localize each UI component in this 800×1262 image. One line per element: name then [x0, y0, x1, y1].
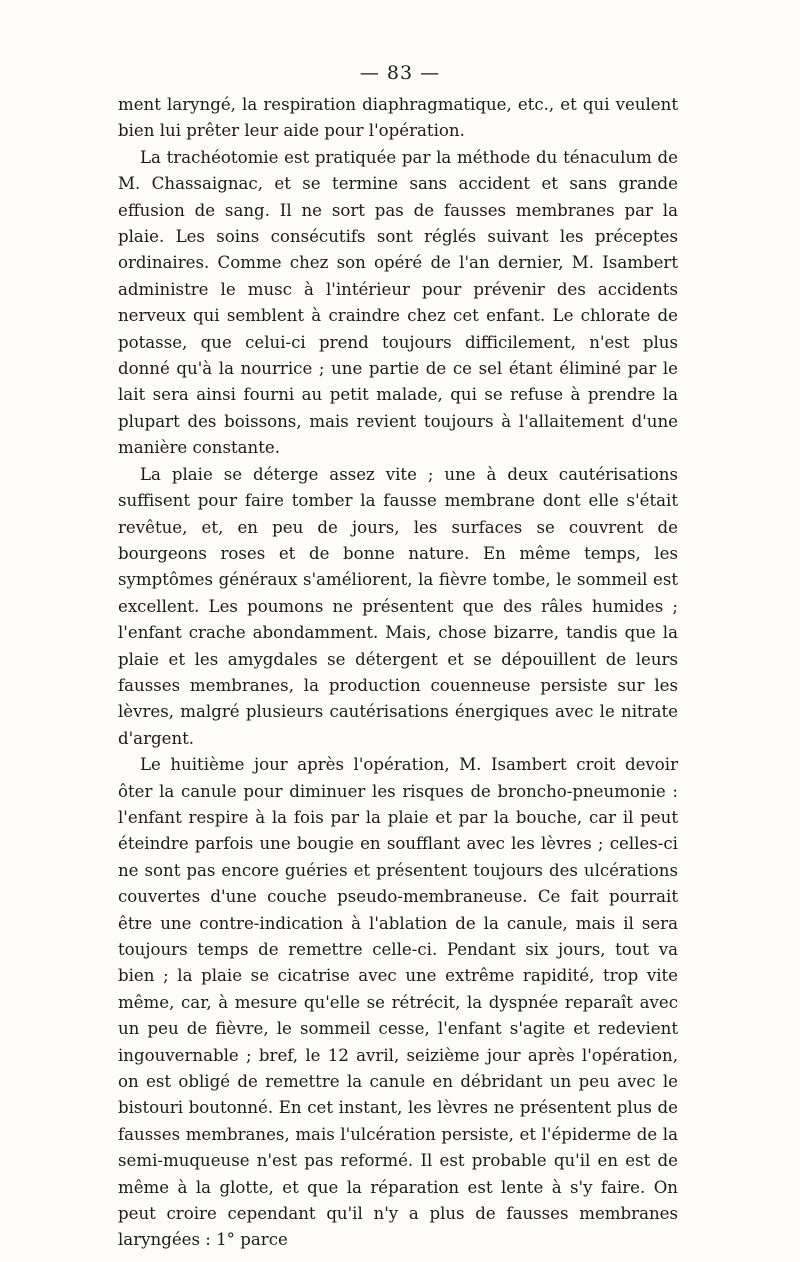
body-text — [118, 92, 678, 1254]
paragraph-1: ment laryngé, la respiration diaphragmatique, etc., et qui veulent bien lui prêter leur aide pour l'opération. — [118, 95, 678, 141]
paragraph-3: La plaie se déterge assez vite ; une à deux cautérisations suffisent pour faire tomber la fausse membrane dont elle s'était revêtue, et, en peu de jours, les surfaces se couvrent de bourgeons roses et de bonne nature. En même temps, les symptômes généraux s'améliorent, la fièvre tombe, le sommeil est excellent. Les poumons ne présentent que des râles humides ; l'enfant crache abondamment. Mais, chose bizarre, tandis que la plaie et les amygdales se détergent et se dépouillent de leurs fausses membranes, la production couenneuse persiste sur les lèvres, malgré plusieurs cautérisations énergiques avec le nitrate d'argent. — [118, 464, 678, 748]
paragraph-2: La trachéotomie est pratiquée par la méthode du ténaculum de M. Chassaignac, et se termine sans accident et sans grande effusion de sang. Il ne sort pas de fausses membranes par la plaie. Les soins consécutifs sont réglés suivant les préceptes ordinaires. Comme chez son opéré de l'an dernier, M. Isambert administre le musc à l'intérieur pour prévenir des accidents nerveux qui semblent à craindre chez cet enfant. Le chlorate de potasse, que celui-ci prend toujours difficilement, n'est plus donné qu'à la nourrice ; une partie de ce sel étant éliminé par le lait sera ainsi fourni au petit malade, qui se refuse à prendre la plupart des boissons, mais revient toujours à l'allaitement d'une manière constante. — [118, 147, 678, 458]
page-number: — 83 — — [359, 62, 441, 84]
paragraph-4: Le huitième jour après l'opération, M. Isambert croit devoir ôter la canule pour diminuer les risques de broncho-pneumonie : l'enfant respire à la fois par la plaie et par la bouche, car il peut éteindre parfois une bougie en soufflant avec les lèvres ; celles-ci ne sont pas encore guéries et présentent toujours des ulcérations couvertes d'une couche pseudo-membraneuse. Ce fait pourrait être une contre-indication à l'ablation de la canule, mais il sera toujours temps de remettre celle-ci. Pendant six jours, tout va bien ; la plaie se cicatrise avec une extrême rapidité, trop vite même, car, à mesure qu'elle se rétrécit, la dyspnée reparaît avec un peu de fièvre, le sommeil cesse, l'enfant s'agite et redevient ingouvernable ; bref, le 12 avril, seizième jour après l'opération, on est obligé de remettre la canule en débridant un peu avec le bistouri boutonné. En cet instant, les lèvres ne présentent plus de fausses membranes, mais l'ulcération persiste, et l'épiderme de la semi-muqueuse n'est pas reformé. Il est probable qu'il en est de même à la glotte, et que la réparation est lente à s'y faire. On peut croire cependant qu'il n'y a plus de fausses membranes laryngées : 1° parce — [118, 755, 678, 1250]
